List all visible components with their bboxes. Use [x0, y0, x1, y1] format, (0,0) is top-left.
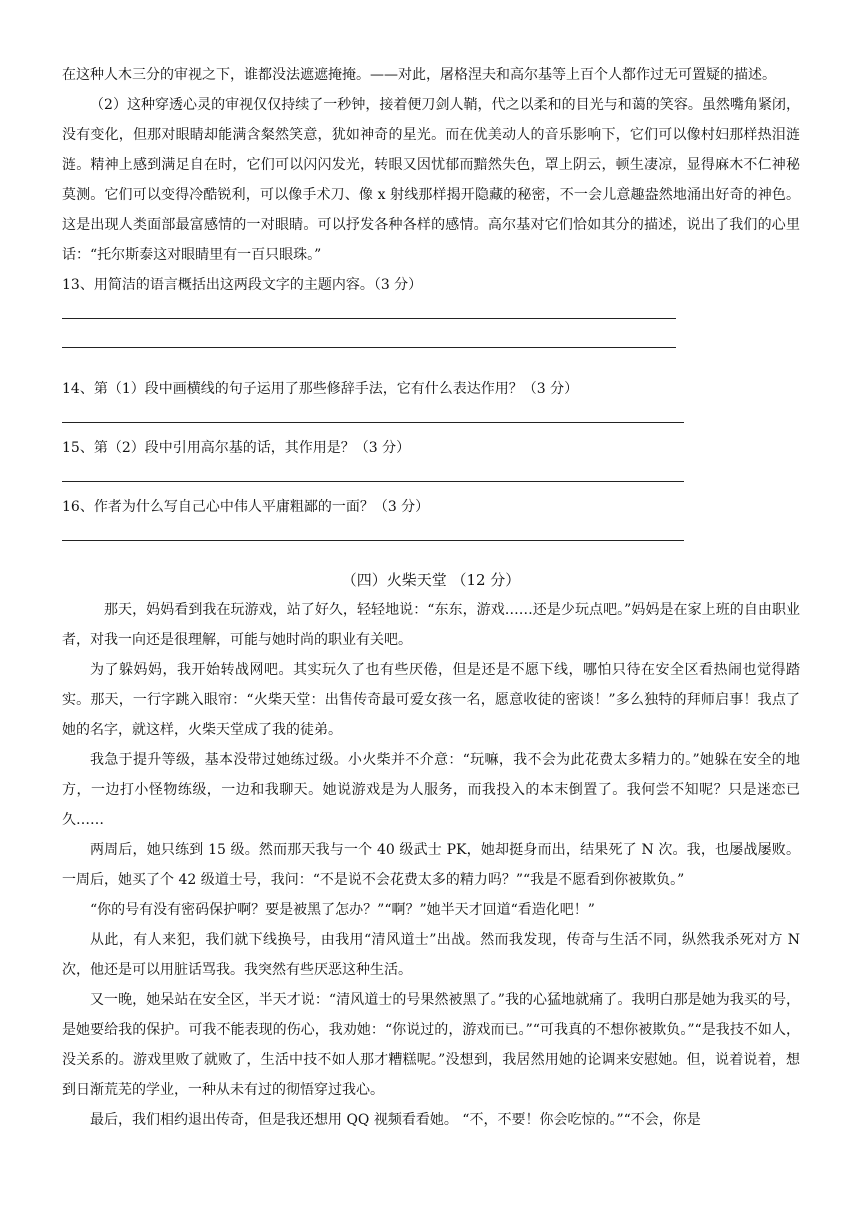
passage3-para2: （2）这种穿透心灵的审视仅仅持续了一秒钟，接着便刀剑人鞘，代之以柔和的目光与和蔼的笑容。虽然嘴角紧闭，没有变化，但那对眼睛却能满含粲然笑意，犹如神奇的星光。而在优美动人的音乐影响下，它们可以像村妇那样热泪涟涟。精神上感到满足自在时，它们可以闪闪发光，转眼又因忧郁而黯然失色，罩上阴云，顿生凄凉，显得麻木不仁神秘莫测。它们可以变得冷酷锐利，可以像手术刀、像 x 射线那样揭开隐藏的秘密，不一会儿意趣盎然地涌出好奇的神色。这是出现人类面部最富感情的一对眼睛。可以抒发各种各样的感情。高尔基对它们恰如其分的描述，说出了我们的心里话：“托尔斯泰这对眼睛里有一百只眼珠。”	[62, 97, 800, 263]
story-paragraph: 那天，妈妈看到我在玩游戏，站了好久，轻轻地说：“东东，游戏……还是少玩点吧。”妈妈是在家上班的自由职业者，对我一向还是很理解，可能与她时尚的职业有关吧。	[62, 602, 800, 648]
question-16: 16、作者为什么写自己心中伟人平庸粗鄙的一面？（3 分）	[62, 499, 430, 515]
story-paragraph: 从此，有人来犯，我们就下线换号，由我用“清风道士”出战。然而我发现，传奇与生活不同，纵然我杀死对方 N 次，他还是可以用脏话骂我。我突然有些厌恶这种生活。	[62, 932, 800, 978]
story-paragraph: 两周后，她只练到 15 级。然而那天我与一个 40 级武士 PK，她却挺身而出，结果死了 N 次。我，也屡战屡败。一周后，她买了个 42 级道士号，我问：“不是说不会花费太多的精力吗？”“我是不愿看到你被欺负。”	[62, 842, 800, 888]
question-13: 13、用简洁的语言概括出这两段文字的主题内容。（3 分）	[62, 277, 423, 293]
story-paragraph: 最后，我们相约退出传奇，但是我还想用 QQ 视频看看她。 “不，不要！你会吃惊的。”“不会，你是	[90, 1112, 701, 1128]
story-paragraph: 又一晚，她呆站在安全区，半天才说：“清风道士的号果然被黑了。”我的心猛地就痛了。我明白那是她为我买的号，是她要给我的保护。可我不能表现的伤心，我劝她：“你说过的，游戏而已。”“可我真的不想你被欺负。”“是我技不如人，没关系的。游戏里败了就败了，生活中技不如人那才糟糕呢。”没想到，我居然用她的论调来安慰她。但，说着说着，想到日渐荒芜的学业，一种从未有过的彻悟穿过我心。	[62, 992, 800, 1098]
document-page	[62, 60, 800, 1135]
passage3-para1-tail: 在这种人木三分的审视之下，谁都没法遮遮掩掩。——对此，屠格涅夫和高尔基等上百个人都作过无可置疑的描述。	[62, 67, 776, 83]
story-paragraph: 我急于提升等级，基本没带过她练过级。小火柴并不介意：“玩嘛，我不会为此花费太多精力的。”她躲在安全的地方，一边打小怪物练级，一边和我聊天。她说游戏是为人服务，而我投入的本末倒置了。我何尝不知呢？只是迷恋已久……	[62, 752, 800, 828]
question-14: 14、第（1）段中画横线的句子运用了那些修辞手法，它有什么表达作用？（3 分）	[62, 381, 579, 397]
story-paragraph: “你的号有没有密码保护啊？要是被黑了怎办？”“啊？”她半天才回道“看造化吧！”	[90, 902, 595, 918]
story-paragraph: 为了躲妈妈，我开始转战网吧。其实玩久了也有些厌倦，但是还是不愿下线，哪怕只待在安全区看热闹也觉得踏实。那天，一行字跳入眼帘：“火柴天堂：出售传奇最可爱女孩一名，愿意收徒的密谈！”多么独特的拜师启事！我点了她的名字，就这样，火柴天堂成了我的徒弟。	[62, 662, 800, 738]
section-title: （四）火柴天堂 （12 分）	[341, 571, 521, 589]
question-15: 15、第（2）段中引用高尔基的话，其作用是？（3 分）	[62, 440, 411, 456]
